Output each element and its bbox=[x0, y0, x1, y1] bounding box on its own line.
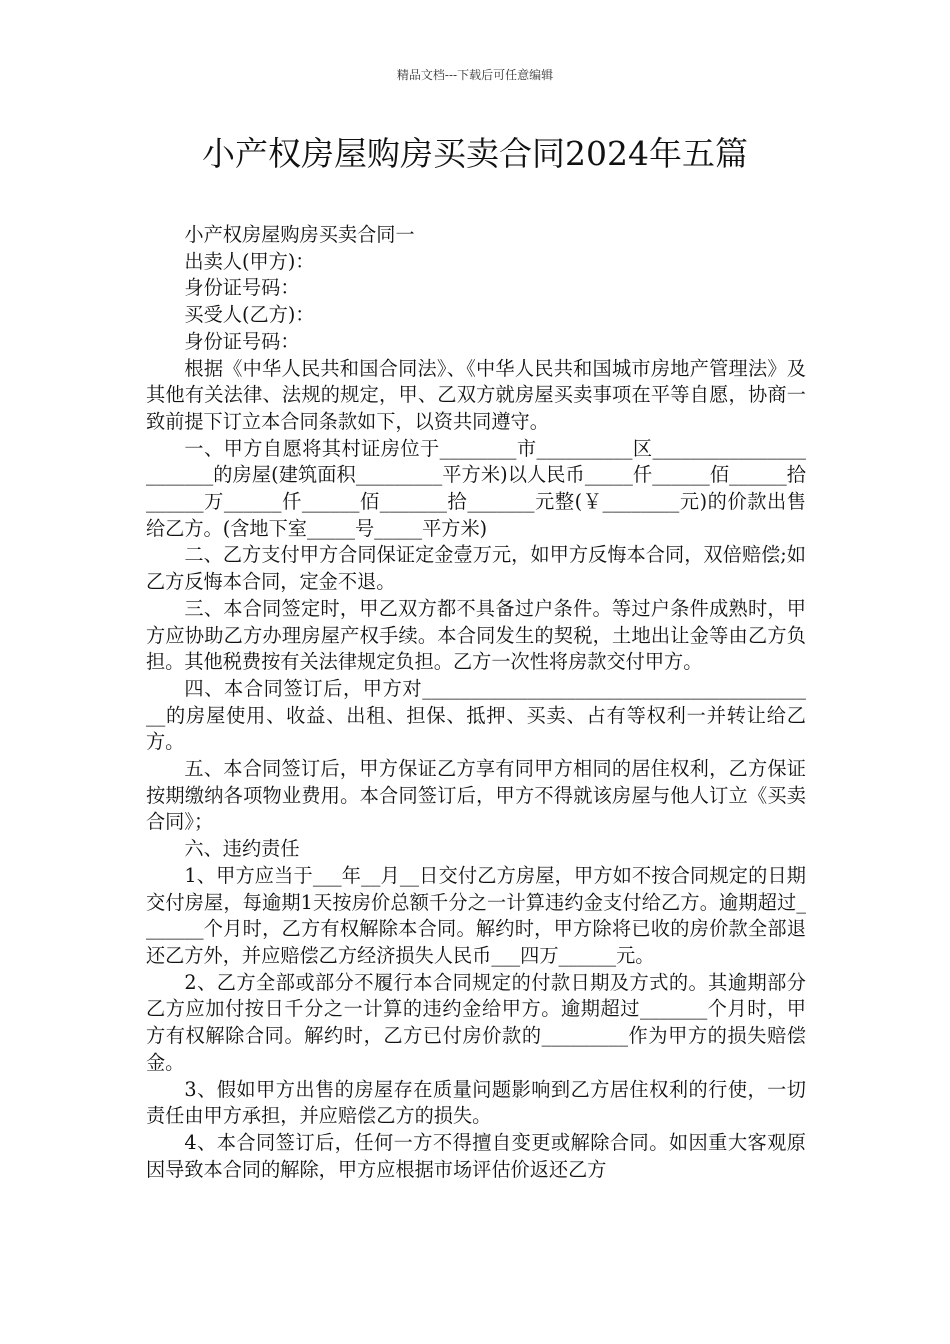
preamble-paragraph: 根据《中华人民共和国合同法》、《中华人民共和国城市房地产管理法》及其他有关法律、法规的规定，甲、乙双方就房屋买卖事项在平等自愿，协商一致前提下订立本合同条款如下，以资共同遵守。 bbox=[146, 356, 806, 433]
clause-3: 三、本合同签定时，甲乙双方都不具备过户条件。等过户条件成熟时，甲方应协助乙方办理房屋产权手续。本合同发生的契税，土地出让金等由乙方负担。其他税费按有关法律规定负担。乙方一次性将房款交付甲方。 bbox=[146, 596, 806, 674]
clause-5: 五、本合同签订后，甲方保证乙方享有同甲方相同的居住权利，乙方保证按期缴纳各项物业费用。本合同签订后，甲方不得就该房屋与他人订立《买卖合同》； bbox=[146, 757, 806, 834]
document-body bbox=[146, 222, 806, 1183]
clause-6-item-1: 1、甲方应当于___年__月__日交付乙方房屋，甲方如不按合同规定的日期交付房屋，每逾期1天按房价总额千分之一计算违约金支付给乙方。逾期超过_______个月时，乙方有权解除本合同。解约时，甲方除将已收的房价款全部退还乙方外，并应赔偿乙方经济损失人民币___四万______元。 bbox=[146, 863, 806, 967]
clause-4: 四、本合同签订后，甲方对__________________________________________的房屋使用、收益、出租、担保、抵押、买卖、占有等权利一并转让给乙方。 bbox=[146, 676, 806, 754]
document-title: 小产权房屋购房买卖合同2024年五篇 bbox=[202, 134, 748, 173]
clause-6-item-3: 3、假如甲方出售的房屋存在质量问题影响到乙方居住权利的行使，一切责任由甲方承担，并应赔偿乙方的损失。 bbox=[146, 1077, 806, 1128]
section-heading: 小产权房屋购房买卖合同一 bbox=[184, 223, 415, 246]
clause-2: 二、乙方支付甲方合同保证定金壹万元，如甲方反悔本合同，双倍赔偿;如乙方反悔本合同，定金不退。 bbox=[146, 543, 806, 594]
header-note: 精品文档---下载后可任意编辑 bbox=[396, 68, 554, 82]
clause-6-item-2: 2、乙方全部或部分不履行本合同规定的付款日期及方式的。其逾期部分乙方应加付按日千分之一计算的违约金给甲方。逾期超过_______个月时，甲方有权解除合同。解约时，乙方已付房价款的_________作为甲方的损失赔偿金。 bbox=[146, 970, 806, 1074]
buyer-label: 买受人(乙方)： bbox=[184, 303, 315, 327]
buyer-id-label: 身份证号码： bbox=[184, 329, 300, 353]
clause-1: 一、甲方自愿将其村证房位于________市__________区_______________________的房屋(建筑面积_________平方米)以人民币_____仟______佰______拾______万______仟______佰_______拾_______元整(￥________元)的价款出售给乙方。(含地下室_____号_____平方米) bbox=[146, 436, 806, 540]
clause-6-heading: 六、违约责任 bbox=[184, 837, 300, 861]
clause-6-item-4: 4、本合同签订后，任何一方不得擅自变更或解除合同。如因重大客观原因导致本合同的解除，甲方应根据市场评估价返还乙方 bbox=[146, 1130, 806, 1181]
seller-id-label: 身份证号码： bbox=[184, 276, 300, 300]
seller-label: 出卖人(甲方)： bbox=[184, 249, 315, 273]
